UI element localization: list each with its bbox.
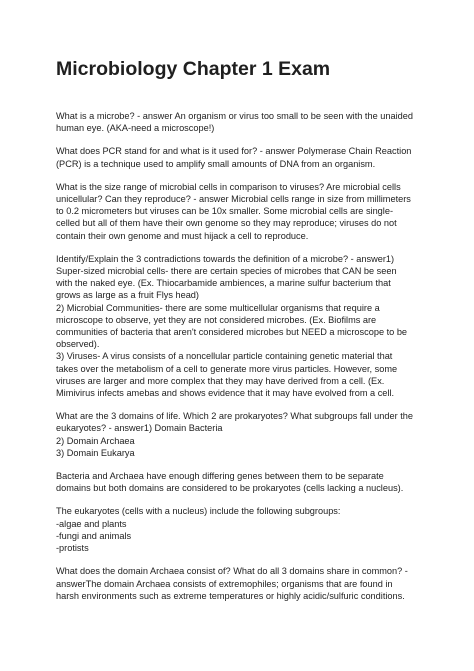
paragraph-line: What is a microbe? - answer An organism or virus too small to be seen with the unaided — [56, 111, 413, 121]
paragraph-line: Bacteria and Archaea have enough differing genes between them to be separate — [56, 471, 384, 482]
paragraph-line: eukaryotes? - answer1) Domain Bacteria — [56, 423, 223, 434]
paragraph-line: with the naked eye. (Ex. Thiocarbamide ambiences, a marine sulfur bacterium that — [56, 278, 391, 289]
paragraph-line: human eye. (AKA-need a microscope!) — [56, 123, 215, 134]
qa-paragraph — [56, 110, 436, 134]
paragraph-line: answerThe domain Archaea consists of extremophiles; organisms that are found in — [56, 578, 393, 589]
paragraph-line: harsh environments such as extreme temperatures or highly acidic/sulfuric conditions. — [56, 590, 405, 601]
paragraph-line: observed). — [56, 339, 100, 350]
qa-paragraph — [56, 505, 436, 554]
paragraph-line: contain their own genome and must hijack a cell to reproduce. — [56, 230, 309, 241]
paragraph-line: grows as large as a fruit Flys head) — [56, 290, 199, 301]
paragraph-line: 2) Domain Archaea — [56, 435, 135, 446]
paragraph-line: -fungi and animals — [56, 530, 132, 541]
paragraph-line: viruses are larger and more complex that they may have derived from a cell. (Ex. — [56, 375, 385, 386]
document-body — [56, 110, 436, 613]
paragraph-line: microscope to observe, yet they are not considered microbes. (Ex. Biofilms are — [56, 314, 377, 325]
paragraph-line: The eukaryotes (cells with a nucleus) include the following subgroups: — [56, 506, 341, 517]
paragraph-line: What is the size range of microbial cells in comparison to viruses? Are microbial cells — [56, 181, 401, 192]
qa-paragraph — [56, 470, 436, 494]
paragraph-line: unicellular? Can they reproduce? - answer Microbial cells range in size from millimeters — [56, 194, 411, 205]
paragraph-line: What does PCR stand for and what is it used for? - answer Polymerase Chain Reaction — [56, 146, 412, 157]
qa-paragraph — [56, 253, 436, 399]
qa-paragraph — [56, 181, 436, 242]
paragraph-line: to 0.2 micrometers but viruses can be 10x smaller. Some microbial cells are single- — [56, 206, 394, 217]
paragraph-line: celled but all of them have their own genome so they may reproduce; viruses do not — [56, 218, 397, 229]
paragraph-line: -algae and plants — [56, 518, 127, 529]
paragraph-line: domains but both domains are considered to be prokaryotes (cells lacking a nucleus). — [56, 483, 404, 494]
paragraph-line: takes over the metabolism of a cell to generate more virus particles. However, some — [56, 363, 398, 374]
qa-paragraph — [56, 145, 436, 169]
paragraph-line: What are the 3 domains of life. Which 2 are prokaryotes? What subgroups fall under the — [56, 411, 413, 422]
paragraph-line: What does the domain Archaea consist of? What do all 3 domains share in common? - — [56, 566, 408, 577]
paragraph-line: Mimivirus infects amebas and shows evidence that it may have evolved from a cell. — [56, 388, 395, 399]
qa-paragraph — [56, 565, 436, 602]
document-title: Microbiology Chapter 1 Exam — [56, 58, 331, 80]
qa-paragraph — [56, 410, 436, 459]
paragraph-line: 2) Microbial Communities- there are some multicellular organisms that require a — [56, 302, 380, 313]
paragraph-line: 3) Viruses- A virus consists of a noncellular particle containing genetic material that — [56, 351, 393, 362]
paragraph-line: Identify/Explain the 3 contradictions towards the definition of a microbe? - answer1) — [56, 253, 395, 264]
paragraph-line: (PCR) is a technique used to amplify small amounts of DNA from an organism. — [56, 158, 376, 169]
paragraph-line: communities of bacteria that aren't considered microbes but NEED a microscope to be — [56, 327, 408, 338]
paragraph-line: -protists — [56, 543, 89, 554]
paragraph-line: 3) Domain Eukarya — [56, 447, 135, 458]
paragraph-line: Super-sized microbial cells- there are certain species of microbes that CAN be seen — [56, 266, 397, 277]
